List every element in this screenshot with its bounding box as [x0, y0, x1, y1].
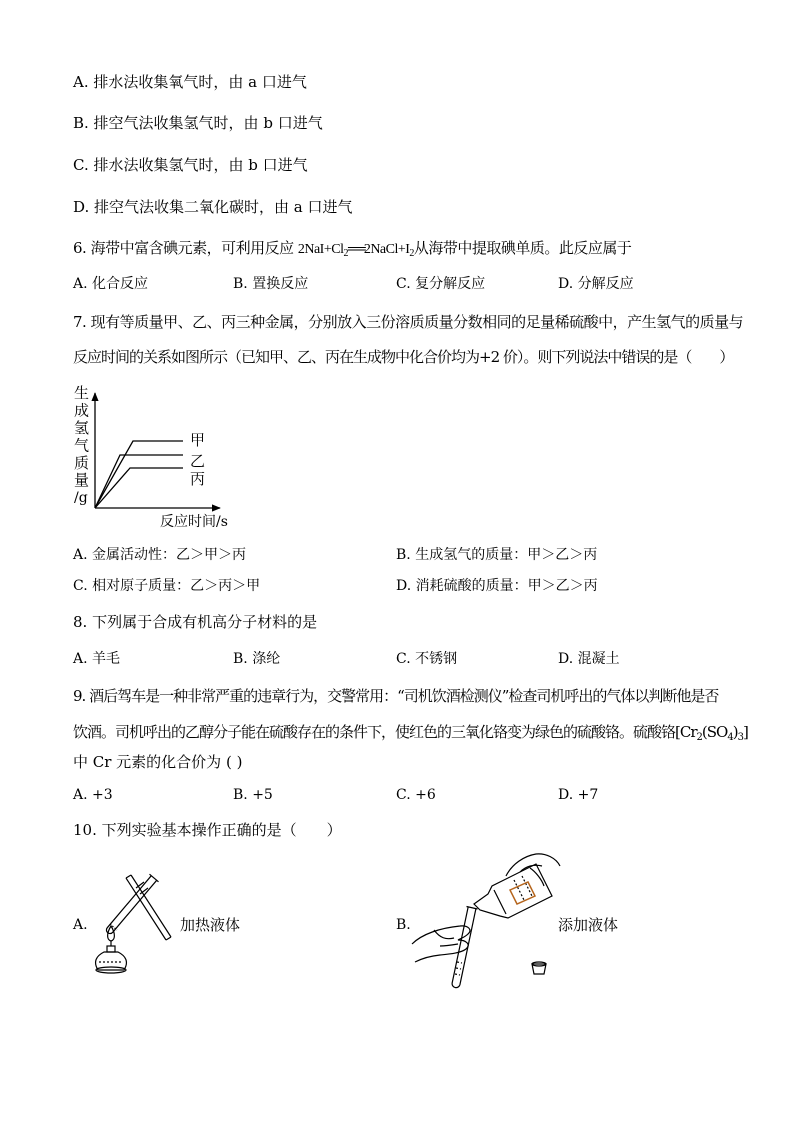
q8-stem: 8. 下列属于合成有机高分子材料的是	[73, 613, 318, 631]
q10-option-a-caption: 加热液体	[180, 916, 241, 934]
q7-option-c: C. 相对原子质量：乙＞丙＞甲	[73, 578, 261, 594]
q8-option-c: C. 不锈钢	[396, 651, 458, 667]
x-axis-label: 反应时间/s	[160, 514, 228, 530]
q6-stem-post: 从海带中提取碘单质。此反应属于	[413, 239, 632, 257]
curve-label-bing: 丙	[190, 470, 206, 488]
y-axis-unit: /g	[74, 490, 88, 506]
q6-option-a: A. 化合反应	[73, 276, 149, 292]
q9-formula-sub1: 2	[696, 732, 702, 743]
q5-option-b: B. 排空气法收集氢气时，由 b 口进气	[73, 114, 323, 132]
q9-formula-sub3: 3	[737, 732, 743, 743]
q10-option-b-caption: 添加液体	[558, 916, 619, 934]
q9-option-a: A. +3	[73, 787, 113, 803]
q5-option-c: C. 排水法收集氢气时，由 b 口进气	[73, 156, 308, 174]
q9-option-c: C. +6	[396, 787, 436, 803]
q6-eq-left-sub: 2	[343, 248, 348, 259]
q6-stem-pre: 6. 海带中富含碘元素，可利用反应	[73, 239, 298, 257]
q6-eq-right: 2NaCl+I	[363, 242, 410, 257]
adding-liquid-illustration	[410, 850, 562, 990]
q7-option-a: A. 金属活动性：乙＞甲＞丙	[73, 547, 247, 563]
q6-equation	[298, 242, 414, 257]
q6-eq-sign: ══	[347, 242, 364, 257]
bottle-label	[510, 882, 535, 904]
test-tube-icon	[106, 876, 156, 934]
q7-option-d: D. 消耗硫酸的质量：甲＞乙＞丙	[396, 578, 598, 594]
q9-stem-line2-text: 饮酒。司机呼出的乙醇分子能在硫酸存在的条件下，使红色的三氧化铬变为绿色的硫酸铬。硫酸铬[Cr	[73, 723, 697, 741]
reagent-bottle-icon	[474, 864, 552, 918]
q5-option-a: A. 排水法收集氧气时，由 a 口进气	[73, 73, 307, 91]
q9-stem-line2	[73, 723, 748, 743]
q8-option-a: A. 羊毛	[73, 651, 121, 667]
q6-eq-left: 2NaI+Cl	[297, 242, 344, 257]
q7-stem-line2: 反应时间的关系如图所示（已知甲、乙、丙在生成物中化合价均为+2 价）。则下列说法中错误的是（ ）	[73, 348, 734, 366]
q10-stem: 10. 下列实验基本操作正确的是（ ）	[73, 821, 342, 839]
hand-icon	[412, 926, 470, 962]
q6-option-c: C. 复分解反应	[396, 276, 486, 292]
q5-option-d: D. 排空气法收集二氧化碳时，由 a 口进气	[73, 198, 353, 216]
curve-yi	[95, 455, 183, 508]
q6-option-b: B. 置换反应	[233, 276, 309, 292]
q10-option-a-letter: A.	[73, 917, 88, 933]
curve-jia	[95, 441, 183, 508]
q6-stem	[73, 240, 631, 258]
q9-option-d: D. +7	[558, 787, 599, 803]
q9-option-b: B. +5	[233, 787, 273, 803]
heating-liquid-illustration	[84, 866, 176, 978]
q6-eq-right-sub: 2	[409, 248, 414, 259]
q7-option-b: B. 生成氢气的质量：甲＞乙＞丙	[396, 547, 598, 563]
q7-stem-line1: 7. 现有等质量甲、乙、丙三种金属，分别放入三份溶质质量分数相同的足量稀硫酸中，产生氢气的质量与	[73, 313, 744, 331]
q10-option-b-letter: B.	[396, 917, 411, 933]
q8-option-d: D. 混凝土	[558, 651, 620, 667]
curve-label-yi: 乙	[190, 452, 206, 470]
curve-bing	[95, 468, 183, 508]
curve-label-jia: 甲	[190, 431, 206, 449]
y-axis-label: 生成氢气质量	[72, 385, 90, 490]
q9-formula-mid2: )	[732, 723, 738, 741]
q8-option-b: B. 涤纶	[233, 651, 281, 667]
q6-option-d: D. 分解反应	[558, 276, 634, 292]
q9-stem-line3: 中 Cr 元素的化合价为 ( )	[73, 753, 243, 771]
q9-formula-sub2: 4	[727, 732, 733, 743]
test-tube-icon	[452, 907, 476, 987]
q9-stem-line1: 9. 酒后驾车是一种非常严重的违章行为，交警常用：“司机饮酒检测仪”检查司机呼出的气体以判断他是否	[73, 687, 719, 705]
tube-holder-icon	[126, 875, 171, 940]
q9-formula-end: ]	[742, 723, 748, 741]
q9-formula-mid1: (SO	[701, 723, 728, 741]
